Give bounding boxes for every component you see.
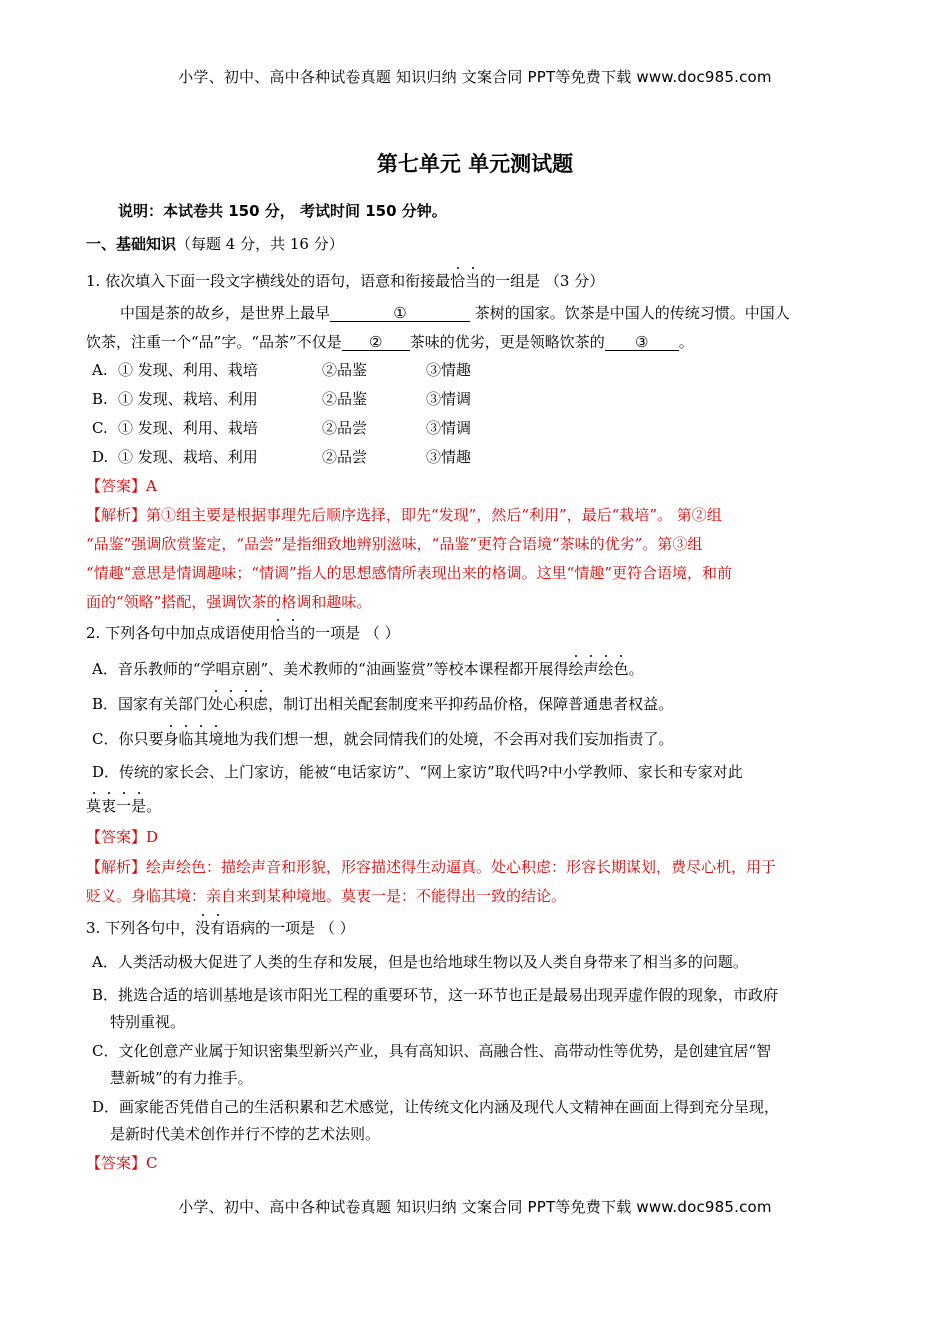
q3-stem [86, 918, 355, 938]
option-letter: B. [92, 390, 108, 408]
option-part: ③情调 [426, 390, 472, 408]
option-part: ②品鉴 [322, 390, 368, 408]
option-part: ②品尝 [322, 448, 368, 466]
exam-note: 说明：本试卷共 150 分， 考试时间 150 分钟。 [118, 202, 447, 220]
dotted-char: 心 [223, 695, 239, 713]
dotted-char: 境 [208, 730, 224, 748]
q3-option-b-line-2: 特别重视。 [110, 1013, 186, 1031]
dotted-char: 一 [116, 797, 132, 815]
option-part: ① 发现、栽培、利用 [118, 448, 258, 466]
option-part: ① 发现、利用、栽培 [118, 419, 258, 437]
dotted-char: 恰 [270, 624, 286, 642]
q3-option-c-line-2: 慧新城”的有力推手。 [110, 1069, 253, 1087]
option-letter: C. [92, 419, 108, 437]
passage-text: 茶味的优劣，更是领略饮茶的 [409, 333, 605, 351]
analysis-text: 第①组主要是根据事理先后顺序选择，即先“发现”，然后“利用”，最后“栽培”。 第②组 [146, 506, 722, 524]
dotted-char: 恰 [450, 272, 466, 290]
section-heading [86, 234, 344, 254]
q1-analysis-line-1 [86, 505, 722, 525]
analysis-label: 【解析】 [86, 858, 147, 876]
dotted-char: 绘 [568, 660, 584, 678]
dotted-char: 没 [195, 919, 211, 937]
passage-text: 饮茶，注重一个“品”字。“品茶”不仅是 [86, 333, 342, 351]
option-text: 。 [628, 660, 644, 678]
q1-option-a [92, 360, 471, 380]
q2-option-d-line-2 [86, 796, 161, 816]
dotted-char: 声 [583, 660, 599, 678]
q1-option-d [92, 447, 471, 467]
q1-option-c [92, 418, 471, 438]
q3-stem-text: 3. 下列各句中， [86, 919, 196, 937]
passage-text: 茶树的国家。饮茶是中国人的传统习惯。中国人 [470, 304, 790, 322]
q1-analysis-line-2: “品鉴”强调欣赏鉴定，“品尝”是指细致地辨别滋味，“品鉴”更符合语境“茶味的优劣”。第③组 [86, 535, 703, 553]
dotted-char: 衷 [101, 797, 117, 815]
passage-text: 。 [678, 333, 694, 351]
q2-answer: 【答案】D [86, 828, 159, 846]
option-text: ，制订出相关配套制度来平抑药品价格，保障普通患者权益。 [268, 695, 674, 713]
q1-stem-tail: 的一组是 （3 分） [480, 272, 605, 290]
page-header: 小学、初中、高中各种试卷真题 知识归纳 文案合同 PPT等免费下载 www.doc985.com [178, 68, 772, 86]
q3-option-c-line-1: C．文化创意产业属于知识密集型新兴产业，具有高知识、高融合性、高带动性等优势，是创建宜居“智 [92, 1042, 772, 1060]
option-text: 。 [146, 797, 162, 815]
q3-option-d-line-1: D．画家能否凭借自己的生活积累和艺术感觉，让传统文化内涵及现代人文精神在画面上得到充分呈现， [92, 1098, 780, 1116]
dotted-char: 有 [210, 919, 226, 937]
option-part: ① 发现、栽培、利用 [118, 390, 258, 408]
q1-passage-line-1 [120, 303, 790, 323]
q1-stem [86, 271, 604, 291]
section-heading-title: 一、基础知识 [86, 235, 177, 253]
option-part: ③情调 [426, 419, 472, 437]
option-text: B．国家有关部门 [92, 695, 209, 713]
option-letter: D. [92, 448, 109, 466]
q3-option-d-line-2: 是新时代美术创作并行不悖的艺术法则。 [110, 1125, 381, 1143]
dotted-char: 身 [163, 730, 179, 748]
dotted-char: 处 [208, 695, 224, 713]
dotted-char: 莫 [86, 797, 102, 815]
passage-text: 中国是茶的故乡，是世界上最早 [120, 304, 331, 322]
q2-option-b [92, 694, 673, 714]
option-text: C．你只要 [92, 730, 164, 748]
blank-3: ③ [605, 334, 679, 351]
q3-option-a: A．人类活动极大促进了人类的生存和发展，但是也给地球生物以及人类自身带来了相当多的问题。 [92, 953, 748, 971]
analysis-text: 绘声绘色：描绘声音和形貌，形容描述得生动逼真。处心积虑：形容长期谋划，费尽心机，用于 [146, 858, 777, 876]
q1-passage-line-2 [86, 332, 694, 352]
option-text: A．音乐教师的“学唱京剧”、美术教师的“油画鉴赏”等校本课程都开展得 [92, 660, 569, 678]
q2-analysis-line-1 [86, 857, 776, 877]
dotted-char: 是 [131, 797, 147, 815]
dotted-char: 其 [193, 730, 209, 748]
option-letter: A. [92, 361, 108, 379]
blank-1: ① [330, 305, 470, 322]
blank-2: ② [342, 334, 410, 351]
dotted-char: 虑 [253, 695, 269, 713]
q2-option-a [92, 659, 644, 679]
q2-stem [86, 623, 400, 643]
q2-stem-text: 2. 下列各句中加点成语使用 [86, 624, 271, 642]
section-heading-sub: （每题 4 分，共 16 分） [176, 235, 344, 253]
dotted-char: 当 [285, 624, 301, 642]
dotted-char: 临 [178, 730, 194, 748]
q1-option-b [92, 389, 471, 409]
dotted-char: 当 [465, 272, 481, 290]
q2-analysis-line-2: 贬义。身临其境：亲自来到某种境地。莫衷一是：不能得出一致的结论。 [86, 887, 567, 905]
q2-option-d-line-1: D．传统的家长会、上门家访，能被“电话家访”、“网上家访”取代吗?中小学教师、家长和专家对此 [92, 763, 743, 781]
page-title: 第七单元 单元测试题 [376, 152, 574, 176]
dotted-char: 绘 [598, 660, 614, 678]
page-footer: 小学、初中、高中各种试卷真题 知识归纳 文案合同 PPT等免费下载 www.doc985.com [178, 1198, 772, 1216]
q3-option-b-line-1: B．挑选合适的培训基地是该市阳光工程的重要环节，这一环节也正是最易出现弄虚作假的现象，市政府 [92, 986, 779, 1004]
analysis-label: 【解析】 [86, 506, 147, 524]
dotted-char: 色 [613, 660, 629, 678]
q3-answer: 【答案】C [86, 1154, 158, 1172]
q3-stem-tail: 语病的一项是 （ ） [225, 919, 355, 937]
q1-analysis-line-3: “情趣”意思是情调趣味；“情调”指人的思想感情所表现出来的格调。这里“情趣”更符合语境，和前 [86, 564, 733, 582]
q1-stem-text: 1. 依次填入下面一段文字横线处的语句，语意和衔接最 [86, 272, 451, 290]
q2-option-c [92, 729, 674, 749]
option-part: ① 发现、利用、栽培 [118, 361, 258, 379]
q2-stem-tail: 的一项是 （ ） [300, 624, 400, 642]
option-part: ②品尝 [322, 419, 368, 437]
option-part: ③情趣 [426, 448, 472, 466]
q1-answer: 【答案】A [86, 477, 157, 495]
option-part: ②品鉴 [322, 361, 368, 379]
q1-analysis-line-4: 面的“领略”搭配，强调饮茶的格调和趣味。 [86, 593, 372, 611]
dotted-char: 积 [238, 695, 254, 713]
option-text: 地为我们想一想，就会同情我们的处境，不会再对我们妄加指责了。 [223, 730, 674, 748]
option-part: ③情趣 [426, 361, 472, 379]
